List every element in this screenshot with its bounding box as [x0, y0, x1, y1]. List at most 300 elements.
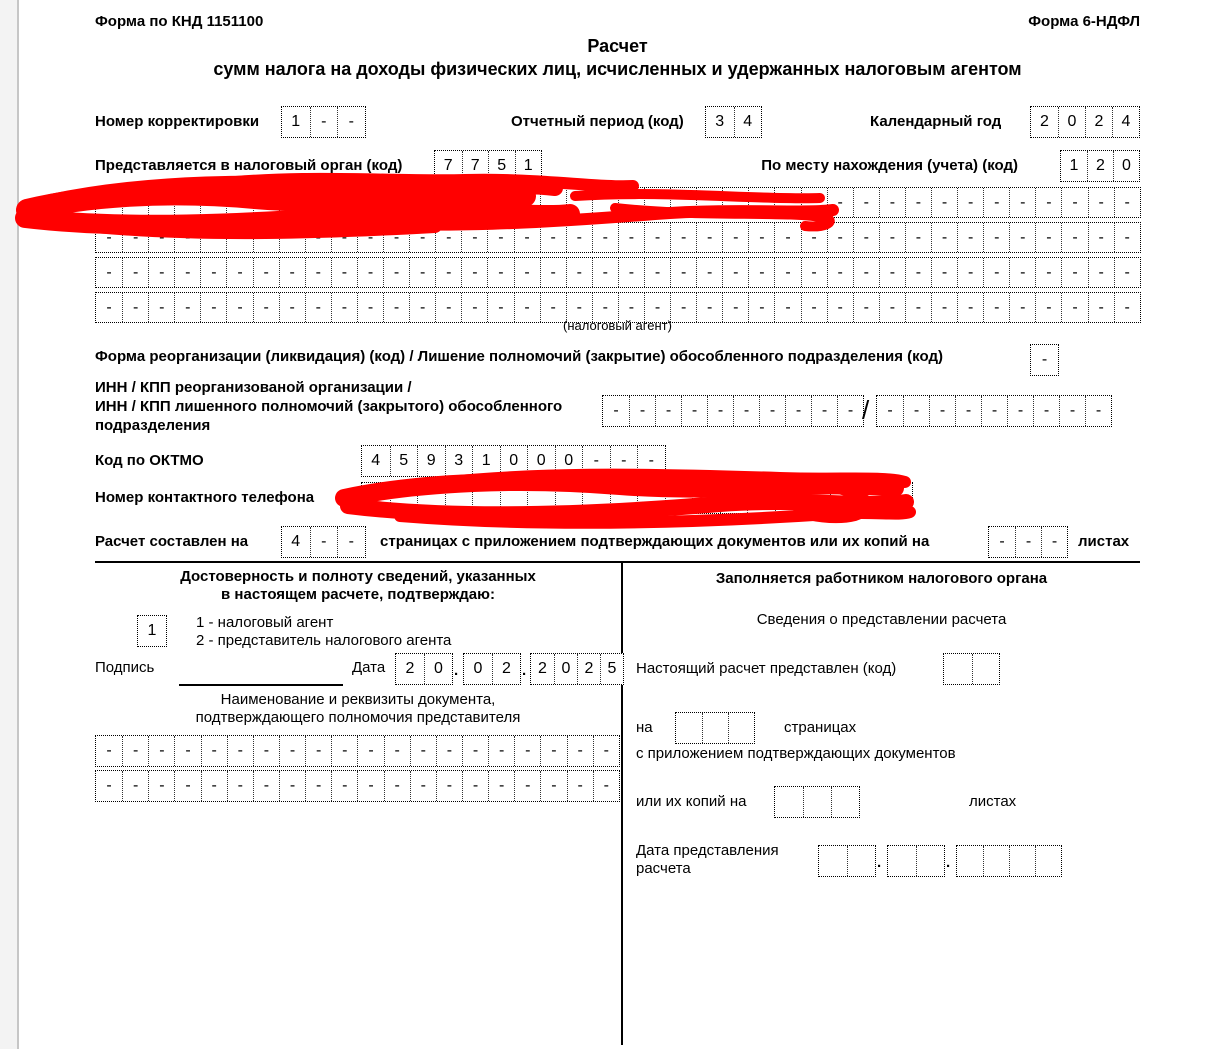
char-cell[interactable]: - — [1061, 258, 1087, 287]
char-cell[interactable]: - — [981, 396, 1007, 426]
char-cell[interactable]: - — [436, 771, 462, 801]
confirm-date-month-cells[interactable] — [463, 653, 521, 685]
char-cell[interactable]: - — [748, 258, 774, 287]
doc-row-1[interactable] — [95, 735, 620, 767]
official-pages-cells[interactable] — [675, 712, 755, 744]
char-cell[interactable]: - — [887, 402, 893, 419]
char-cell[interactable] — [174, 188, 200, 217]
char-cell[interactable]: - — [331, 293, 357, 322]
char-cell[interactable] — [390, 483, 418, 513]
char-cell[interactable]: 2 — [405, 660, 415, 677]
char-cell[interactable]: - — [593, 736, 619, 766]
agent-name-row-2[interactable] — [95, 222, 1141, 253]
char-cell[interactable]: - — [696, 258, 722, 287]
char-cell[interactable]: - — [106, 228, 112, 246]
char-cell[interactable] — [1009, 846, 1035, 876]
char-cell[interactable] — [253, 188, 279, 217]
char-cell[interactable]: - — [1035, 293, 1061, 322]
phone-cells[interactable] — [361, 482, 913, 514]
official-date-year-cells[interactable] — [956, 845, 1062, 877]
char-cell[interactable]: - — [409, 223, 435, 252]
char-cell[interactable]: - — [853, 188, 879, 217]
char-cell[interactable]: - — [774, 258, 800, 287]
char-cell[interactable]: - — [879, 223, 905, 252]
char-cell[interactable]: - — [629, 396, 655, 426]
char-cell[interactable]: - — [461, 293, 487, 322]
pages-count-cells[interactable] — [281, 526, 366, 558]
char-cell[interactable]: 0 — [473, 660, 483, 677]
char-cell[interactable]: 1 — [147, 622, 157, 639]
char-cell[interactable] — [383, 188, 409, 217]
char-cell[interactable]: - — [957, 188, 983, 217]
char-cell[interactable]: - — [1114, 293, 1140, 322]
char-cell[interactable] — [357, 188, 383, 217]
char-cell[interactable] — [461, 188, 487, 217]
char-cell[interactable]: - — [487, 258, 513, 287]
char-cell[interactable]: - — [226, 223, 252, 252]
char-cell[interactable]: - — [357, 771, 383, 801]
char-cell[interactable] — [1035, 846, 1061, 876]
char-cell[interactable] — [696, 188, 722, 217]
char-cell[interactable]: - — [383, 223, 409, 252]
char-cell[interactable] — [775, 483, 803, 513]
sheets-count-cells[interactable] — [988, 526, 1068, 558]
char-cell[interactable]: - — [1088, 258, 1114, 287]
char-cell[interactable] — [644, 188, 670, 217]
char-cell[interactable]: - — [1009, 223, 1035, 252]
char-cell[interactable] — [637, 483, 665, 513]
char-cell[interactable] — [957, 846, 983, 876]
char-cell[interactable]: - — [1061, 188, 1087, 217]
char-cell[interactable]: - — [905, 223, 931, 252]
char-cell[interactable]: - — [174, 771, 200, 801]
char-cell[interactable]: - — [722, 258, 748, 287]
char-cell[interactable]: - — [1009, 293, 1035, 322]
char-cell[interactable]: - — [592, 223, 618, 252]
char-cell[interactable]: - — [331, 771, 357, 801]
char-cell[interactable]: - — [774, 223, 800, 252]
char-cell[interactable] — [747, 483, 775, 513]
char-cell[interactable]: - — [879, 258, 905, 287]
char-cell[interactable]: 5 — [600, 654, 623, 684]
char-cell[interactable] — [487, 188, 513, 217]
char-cell[interactable]: - — [305, 258, 331, 287]
char-cell[interactable]: - — [827, 258, 853, 287]
char-cell[interactable]: 9 — [417, 446, 445, 476]
char-cell[interactable]: 1 — [1069, 157, 1079, 174]
official-copies-cells[interactable] — [774, 786, 860, 818]
char-cell[interactable]: - — [827, 223, 853, 252]
char-cell[interactable]: - — [487, 223, 513, 252]
char-cell[interactable]: - — [106, 263, 112, 281]
char-cell[interactable]: 1 — [515, 151, 542, 181]
char-cell[interactable]: 5 — [390, 446, 418, 476]
char-cell[interactable]: - — [1035, 188, 1061, 217]
char-cell[interactable] — [200, 188, 226, 217]
char-cell[interactable]: - — [435, 258, 461, 287]
char-cell[interactable]: - — [759, 396, 785, 426]
char-cell[interactable]: - — [226, 293, 252, 322]
char-cell[interactable]: - — [253, 258, 279, 287]
char-cell[interactable]: - — [122, 223, 148, 252]
char-cell[interactable]: - — [1088, 293, 1114, 322]
char-cell[interactable] — [670, 188, 696, 217]
char-cell[interactable]: - — [827, 188, 853, 217]
char-cell[interactable]: - — [174, 258, 200, 287]
char-cell[interactable]: - — [540, 736, 566, 766]
char-cell[interactable]: - — [201, 736, 227, 766]
char-cell[interactable]: - — [722, 293, 748, 322]
correction-cells[interactable] — [281, 106, 366, 138]
char-cell[interactable]: - — [106, 298, 112, 316]
char-cell[interactable]: - — [200, 293, 226, 322]
char-cell[interactable]: - — [567, 736, 593, 766]
char-cell[interactable]: - — [331, 736, 357, 766]
char-cell[interactable]: - — [774, 293, 800, 322]
char-cell[interactable] — [566, 188, 592, 217]
char-cell[interactable]: - — [618, 293, 644, 322]
official-date-day-cells[interactable] — [818, 845, 876, 877]
char-cell[interactable]: 4 — [1112, 107, 1139, 137]
char-cell[interactable]: - — [435, 293, 461, 322]
char-cell[interactable]: - — [879, 188, 905, 217]
char-cell[interactable]: - — [148, 736, 174, 766]
char-cell[interactable]: - — [540, 258, 566, 287]
char-cell[interactable]: - — [253, 293, 279, 322]
char-cell[interactable] — [610, 483, 638, 513]
char-cell[interactable]: - — [148, 293, 174, 322]
char-cell[interactable] — [514, 188, 540, 217]
char-cell[interactable]: - — [857, 483, 885, 513]
char-cell[interactable]: 0 — [554, 654, 577, 684]
agent-name-row-3[interactable] — [95, 257, 1141, 288]
char-cell[interactable] — [831, 787, 859, 817]
char-cell[interactable]: - — [733, 396, 759, 426]
char-cell[interactable]: - — [357, 736, 383, 766]
char-cell[interactable]: 2 — [492, 654, 520, 684]
char-cell[interactable]: - — [566, 293, 592, 322]
char-cell[interactable]: - — [122, 771, 148, 801]
char-cell[interactable]: 0 — [1113, 151, 1139, 181]
char-cell[interactable]: - — [106, 777, 112, 794]
char-cell[interactable]: - — [644, 293, 670, 322]
char-cell[interactable]: - — [1007, 396, 1033, 426]
char-cell[interactable]: - — [955, 396, 981, 426]
char-cell[interactable]: - — [644, 223, 670, 252]
char-cell[interactable]: - — [929, 396, 955, 426]
char-cell[interactable]: - — [999, 533, 1005, 550]
char-cell[interactable] — [720, 483, 748, 513]
char-cell[interactable]: - — [337, 107, 365, 137]
char-cell[interactable]: - — [461, 258, 487, 287]
char-cell[interactable]: - — [201, 771, 227, 801]
char-cell[interactable] — [592, 188, 618, 217]
char-cell[interactable]: - — [1114, 223, 1140, 252]
char-cell[interactable]: - — [613, 402, 619, 419]
char-cell[interactable]: - — [801, 293, 827, 322]
char-cell[interactable]: 3 — [445, 446, 473, 476]
char-cell[interactable]: 7 — [462, 151, 489, 181]
char-cell[interactable] — [472, 483, 500, 513]
char-cell[interactable]: 0 — [424, 654, 452, 684]
char-cell[interactable]: - — [487, 293, 513, 322]
char-cell[interactable]: - — [279, 293, 305, 322]
char-cell[interactable]: - — [931, 223, 957, 252]
char-cell[interactable]: - — [383, 293, 409, 322]
char-cell[interactable] — [96, 188, 122, 217]
char-cell[interactable]: - — [1061, 223, 1087, 252]
char-cell[interactable] — [802, 483, 830, 513]
char-cell[interactable]: - — [853, 293, 879, 322]
char-cell[interactable]: - — [931, 258, 957, 287]
char-cell[interactable]: - — [357, 293, 383, 322]
char-cell[interactable]: 0 — [527, 446, 555, 476]
char-cell[interactable]: - — [337, 527, 365, 557]
char-cell[interactable]: - — [593, 771, 619, 801]
char-cell[interactable]: - — [644, 258, 670, 287]
char-cell[interactable] — [618, 188, 644, 217]
char-cell[interactable]: - — [305, 293, 331, 322]
char-cell[interactable]: - — [279, 736, 305, 766]
char-cell[interactable]: - — [1009, 188, 1035, 217]
char-cell[interactable] — [888, 846, 916, 876]
char-cell[interactable]: - — [885, 483, 913, 513]
char-cell[interactable]: - — [681, 396, 707, 426]
char-cell[interactable]: - — [670, 258, 696, 287]
char-cell[interactable]: - — [1009, 258, 1035, 287]
char-cell[interactable] — [728, 713, 754, 743]
char-cell[interactable] — [830, 483, 858, 513]
char-cell[interactable] — [445, 483, 473, 513]
char-cell[interactable]: - — [931, 293, 957, 322]
authority-cells[interactable] — [434, 150, 542, 182]
char-cell[interactable]: - — [357, 258, 383, 287]
char-cell[interactable]: - — [1114, 258, 1140, 287]
char-cell[interactable] — [122, 188, 148, 217]
char-cell[interactable]: - — [310, 527, 338, 557]
char-cell[interactable]: - — [227, 771, 253, 801]
char-cell[interactable]: - — [148, 771, 174, 801]
char-cell[interactable] — [305, 188, 331, 217]
char-cell[interactable]: - — [253, 736, 279, 766]
char-cell[interactable] — [540, 188, 566, 217]
reorg-inn-cells[interactable] — [602, 395, 864, 427]
reorg-kpp-cells[interactable] — [876, 395, 1112, 427]
char-cell[interactable]: - — [670, 223, 696, 252]
char-cell[interactable]: - — [610, 446, 638, 476]
char-cell[interactable] — [582, 483, 610, 513]
char-cell[interactable]: - — [279, 771, 305, 801]
char-cell[interactable]: - — [410, 736, 436, 766]
char-cell[interactable] — [331, 188, 357, 217]
char-cell[interactable]: - — [957, 223, 983, 252]
char-cell[interactable]: - — [748, 293, 774, 322]
char-cell[interactable]: 0 — [555, 446, 583, 476]
char-cell[interactable] — [803, 787, 831, 817]
char-cell[interactable]: - — [1035, 223, 1061, 252]
char-cell[interactable]: - — [174, 736, 200, 766]
char-cell[interactable]: 2 — [1040, 113, 1049, 130]
char-cell[interactable]: - — [748, 223, 774, 252]
char-cell[interactable]: - — [436, 736, 462, 766]
char-cell[interactable]: - — [106, 742, 112, 759]
char-cell[interactable]: - — [983, 293, 1009, 322]
char-cell[interactable]: - — [696, 223, 722, 252]
char-cell[interactable]: - — [310, 107, 338, 137]
char-cell[interactable]: - — [122, 293, 148, 322]
char-cell[interactable]: - — [226, 258, 252, 287]
char-cell[interactable]: 0 — [1058, 107, 1085, 137]
char-cell[interactable]: - — [655, 396, 681, 426]
char-cell[interactable]: - — [514, 771, 540, 801]
char-cell[interactable]: - — [383, 258, 409, 287]
char-cell[interactable]: - — [461, 223, 487, 252]
char-cell[interactable]: - — [331, 223, 357, 252]
char-cell[interactable]: - — [853, 223, 879, 252]
char-cell[interactable]: - — [670, 293, 696, 322]
char-cell[interactable]: - — [462, 736, 488, 766]
char-cell[interactable]: - — [983, 188, 1009, 217]
char-cell[interactable]: - — [637, 446, 665, 476]
char-cell[interactable] — [500, 483, 528, 513]
char-cell[interactable]: 2 — [577, 654, 600, 684]
char-cell[interactable]: - — [618, 258, 644, 287]
char-cell[interactable]: - — [801, 258, 827, 287]
char-cell[interactable]: - — [122, 258, 148, 287]
char-cell[interactable] — [847, 846, 875, 876]
official-submitted-cells[interactable] — [943, 653, 1000, 685]
char-cell[interactable] — [801, 188, 827, 217]
char-cell[interactable]: - — [592, 293, 618, 322]
char-cell[interactable]: - — [618, 223, 644, 252]
char-cell[interactable]: - — [957, 258, 983, 287]
agent-name-row-1[interactable] — [95, 187, 1141, 218]
char-cell[interactable]: - — [409, 258, 435, 287]
char-cell[interactable]: - — [435, 223, 461, 252]
char-cell[interactable]: - — [905, 258, 931, 287]
char-cell[interactable]: - — [592, 258, 618, 287]
location-cells[interactable] — [1060, 150, 1140, 182]
confirm-date-year-cells[interactable] — [530, 653, 624, 685]
signature-line[interactable] — [179, 684, 343, 686]
char-cell[interactable]: 2 — [1087, 151, 1113, 181]
char-cell[interactable]: - — [1041, 351, 1048, 368]
char-cell[interactable] — [748, 188, 774, 217]
char-cell[interactable]: - — [707, 396, 733, 426]
doc-row-2[interactable] — [95, 770, 620, 802]
char-cell[interactable] — [435, 188, 461, 217]
char-cell[interactable]: - — [1059, 396, 1085, 426]
char-cell[interactable] — [774, 188, 800, 217]
char-cell[interactable]: 2 — [1085, 107, 1112, 137]
char-cell[interactable]: - — [566, 258, 592, 287]
char-cell[interactable]: - — [227, 736, 253, 766]
char-cell[interactable]: - — [566, 223, 592, 252]
official-date-month-cells[interactable] — [887, 845, 945, 877]
confirm-date-day-cells[interactable] — [395, 653, 453, 685]
confirm-code-cell[interactable] — [137, 615, 167, 647]
char-cell[interactable]: 1 — [472, 446, 500, 476]
char-cell[interactable]: - — [253, 223, 279, 252]
char-cell[interactable] — [819, 846, 847, 876]
char-cell[interactable]: - — [957, 293, 983, 322]
char-cell[interactable]: - — [384, 736, 410, 766]
char-cell[interactable]: - — [1015, 527, 1041, 557]
char-cell[interactable]: - — [879, 293, 905, 322]
char-cell[interactable]: - — [722, 223, 748, 252]
char-cell[interactable] — [676, 713, 702, 743]
char-cell[interactable]: - — [514, 258, 540, 287]
char-cell[interactable] — [692, 483, 720, 513]
char-cell[interactable]: 4 — [734, 107, 762, 137]
char-cell[interactable]: 5 — [488, 151, 515, 181]
char-cell[interactable]: - — [514, 293, 540, 322]
char-cell[interactable]: - — [1035, 258, 1061, 287]
char-cell[interactable]: - — [1088, 223, 1114, 252]
char-cell[interactable]: 1 — [291, 113, 301, 130]
char-cell[interactable]: - — [540, 293, 566, 322]
char-cell[interactable] — [665, 483, 693, 513]
char-cell[interactable]: - — [905, 188, 931, 217]
char-cell[interactable]: - — [514, 223, 540, 252]
char-cell[interactable]: - — [357, 223, 383, 252]
char-cell[interactable]: - — [462, 771, 488, 801]
char-cell[interactable]: - — [1061, 293, 1087, 322]
char-cell[interactable]: - — [410, 771, 436, 801]
char-cell[interactable] — [972, 654, 1000, 684]
char-cell[interactable]: - — [905, 293, 931, 322]
char-cell[interactable]: - — [837, 396, 863, 426]
char-cell[interactable]: - — [409, 293, 435, 322]
char-cell[interactable]: - — [931, 188, 957, 217]
char-cell[interactable]: - — [279, 223, 305, 252]
char-cell[interactable]: - — [1114, 188, 1140, 217]
char-cell[interactable]: - — [1088, 188, 1114, 217]
char-cell[interactable] — [409, 188, 435, 217]
char-cell[interactable] — [916, 846, 944, 876]
char-cell[interactable]: - — [488, 736, 514, 766]
char-cell[interactable]: - — [122, 736, 148, 766]
char-cell[interactable]: - — [514, 736, 540, 766]
char-cell[interactable] — [775, 787, 803, 817]
char-cell[interactable]: - — [801, 223, 827, 252]
char-cell[interactable]: - — [331, 258, 357, 287]
char-cell[interactable]: - — [279, 258, 305, 287]
char-cell[interactable] — [527, 483, 555, 513]
char-cell[interactable] — [944, 654, 972, 684]
char-cell[interactable]: - — [1041, 527, 1067, 557]
char-cell[interactable]: - — [827, 293, 853, 322]
reorg-code-cell[interactable] — [1030, 344, 1059, 376]
char-cell[interactable]: 0 — [500, 446, 528, 476]
char-cell[interactable]: - — [148, 223, 174, 252]
char-cell[interactable] — [417, 483, 445, 513]
char-cell[interactable]: - — [903, 396, 929, 426]
char-cell[interactable]: 4 — [291, 533, 301, 550]
char-cell[interactable] — [983, 846, 1009, 876]
char-cell[interactable]: - — [305, 771, 331, 801]
char-cell[interactable]: 4 — [371, 452, 381, 469]
char-cell[interactable]: - — [540, 223, 566, 252]
char-cell[interactable]: - — [811, 396, 837, 426]
period-cells[interactable] — [705, 106, 762, 138]
char-cell[interactable]: - — [696, 293, 722, 322]
char-cell[interactable]: - — [148, 258, 174, 287]
char-cell[interactable]: - — [1033, 396, 1059, 426]
char-cell[interactable]: - — [983, 223, 1009, 252]
char-cell[interactable] — [148, 188, 174, 217]
char-cell[interactable] — [279, 188, 305, 217]
